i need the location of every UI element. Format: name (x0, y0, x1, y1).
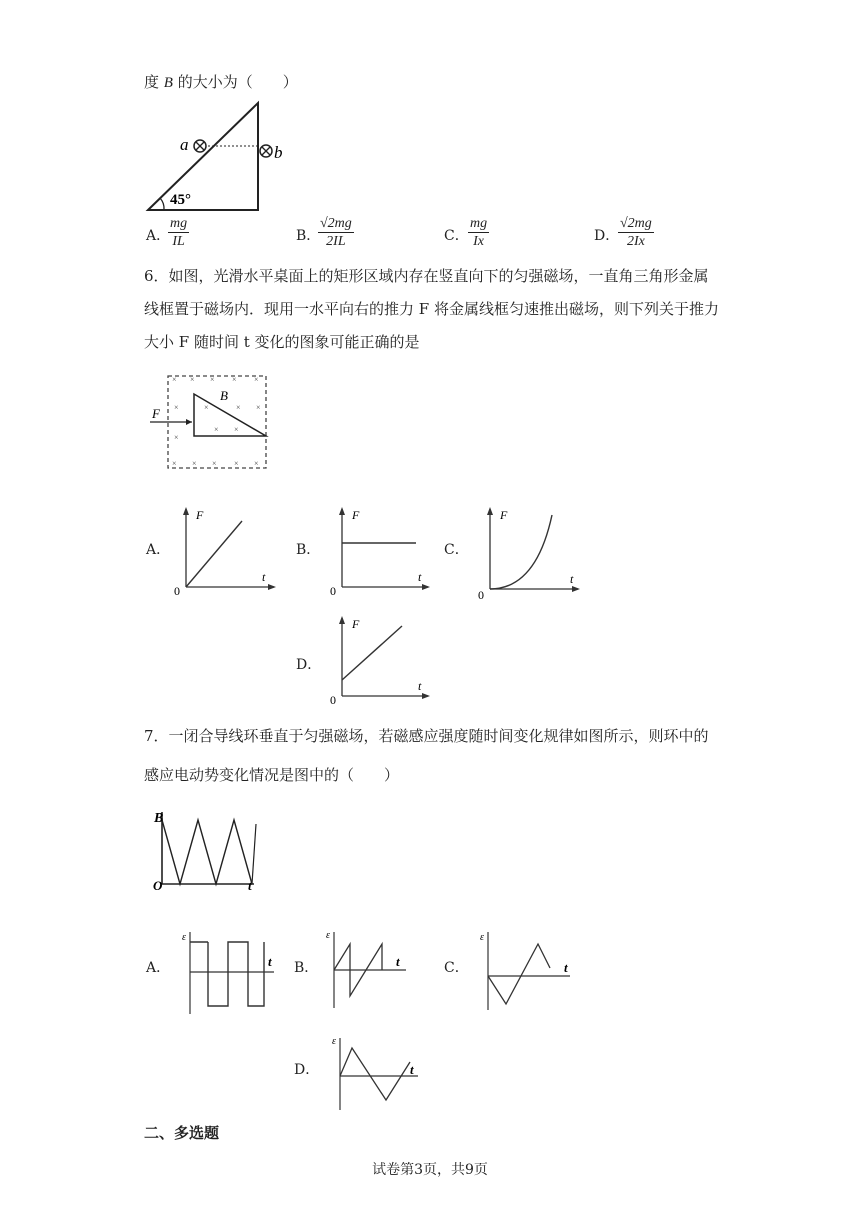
q6-option-c-letter[interactable]: C． (444, 542, 469, 558)
svg-text:F: F (352, 508, 360, 522)
q7-line-2: 感应电动势变化情况是图中的（ ） (144, 766, 400, 784)
svg-text:F: F (352, 617, 360, 631)
page-footer: 试卷第3页，共9页 (372, 1162, 488, 1178)
q5-option-a-letter[interactable]: A． (146, 228, 171, 244)
svg-text:ε: ε (332, 1036, 336, 1047)
q6-line-2: 线框置于磁场内．现用一水平向右的推力 F 将金属线框匀速推出磁场，则下列关于推力 (144, 300, 719, 318)
svg-text:t: t (564, 960, 568, 975)
q5-option-a[interactable]: $\frac{mg}{IL}$ (170, 216, 188, 249)
q5-option-b[interactable]: $\frac{√2mg}{2IL}$ (320, 216, 352, 249)
svg-text:t: t (396, 954, 400, 969)
q7-option-b-graph[interactable] (322, 926, 412, 1010)
svg-text:×: × (254, 375, 259, 384)
svg-text:0: 0 (330, 693, 336, 707)
force-label: F (152, 406, 160, 421)
svg-text:0: 0 (174, 584, 180, 598)
section-heading: 二、多选题 (144, 1124, 220, 1142)
svg-text:×: × (256, 403, 261, 412)
q5-option-d-letter[interactable]: D． (594, 228, 620, 244)
q7-option-c-letter[interactable]: C． (444, 960, 469, 976)
q6-option-a-letter[interactable]: A． (146, 542, 171, 558)
svg-text:×: × (192, 459, 197, 468)
svg-text:t: t (248, 878, 252, 893)
svg-text:×: × (212, 459, 217, 468)
q5-figure (140, 98, 283, 218)
q5-option-b-letter[interactable]: B． (296, 228, 321, 244)
svg-text:ε: ε (326, 930, 330, 941)
svg-text:×: × (234, 425, 239, 434)
label-b: b (274, 143, 283, 162)
q7-option-d-graph[interactable] (330, 1034, 430, 1114)
field-label: B (220, 388, 228, 403)
svg-text:0: 0 (330, 584, 336, 598)
svg-text:t: t (262, 570, 266, 584)
q5-option-c-letter[interactable]: C． (444, 228, 469, 244)
svg-text:t: t (418, 679, 422, 693)
q7-option-b-letter[interactable]: B． (294, 960, 319, 976)
svg-text:×: × (214, 425, 219, 434)
svg-text:t: t (418, 570, 422, 584)
q6-option-c-graph[interactable] (474, 505, 586, 601)
svg-text:×: × (174, 403, 179, 412)
svg-text:F: F (500, 508, 508, 522)
svg-text:×: × (234, 459, 239, 468)
q5-option-d[interactable]: $\frac{√2mg}{2Ix}$ (620, 216, 652, 249)
svg-text:×: × (204, 403, 209, 412)
svg-text:×: × (210, 375, 215, 384)
svg-text:×: × (232, 375, 237, 384)
svg-text:×: × (236, 403, 241, 412)
q6-option-b-graph[interactable] (326, 505, 436, 597)
q6-option-d-letter[interactable]: D． (296, 657, 322, 673)
q7-figure (150, 806, 265, 893)
q7-option-a-letter[interactable]: A． (146, 960, 171, 976)
svg-text:×: × (172, 375, 177, 384)
angle-label: 45° (170, 192, 191, 208)
svg-text:t: t (268, 954, 272, 969)
q7-option-a-graph[interactable] (180, 928, 280, 1018)
svg-text:t: t (410, 1062, 414, 1077)
q6-option-a-graph[interactable] (172, 505, 282, 597)
label-a: a (180, 135, 189, 154)
q5-stem-tail: 度 B 的大小为（ ） (144, 73, 298, 91)
q6-option-d-graph[interactable] (326, 614, 436, 706)
q7-option-c-graph[interactable] (476, 926, 576, 1014)
svg-text:0: 0 (478, 588, 484, 602)
svg-text:O: O (153, 878, 163, 893)
svg-text:B: B (154, 811, 164, 826)
q5-option-c[interactable]: $\frac{mg}{Ix}$ (470, 216, 488, 249)
q6-option-b-letter[interactable]: B． (296, 542, 321, 558)
svg-text:F: F (196, 508, 204, 522)
q7-option-d-letter[interactable]: D． (294, 1062, 320, 1078)
q7-line-1: 7．一闭合导线环垂直于匀强磁场，若磁感应强度随时间变化规律如图所示，则环中的 (144, 727, 709, 745)
svg-text:ε: ε (182, 932, 186, 943)
q6-figure (148, 370, 274, 472)
svg-text:×: × (254, 459, 259, 468)
svg-text:×: × (172, 459, 177, 468)
svg-text:×: × (190, 375, 195, 384)
svg-text:t: t (570, 572, 574, 586)
q6-line-3: 大小 F 随时间 t 变化的图象可能正确的是 (144, 333, 420, 351)
q6-line-1: 6．如图，光滑水平桌面上的矩形区域内存在竖直向下的匀强磁场，一直角三角形金属 (144, 267, 709, 285)
svg-text:ε: ε (480, 932, 484, 943)
svg-text:×: × (174, 433, 179, 442)
